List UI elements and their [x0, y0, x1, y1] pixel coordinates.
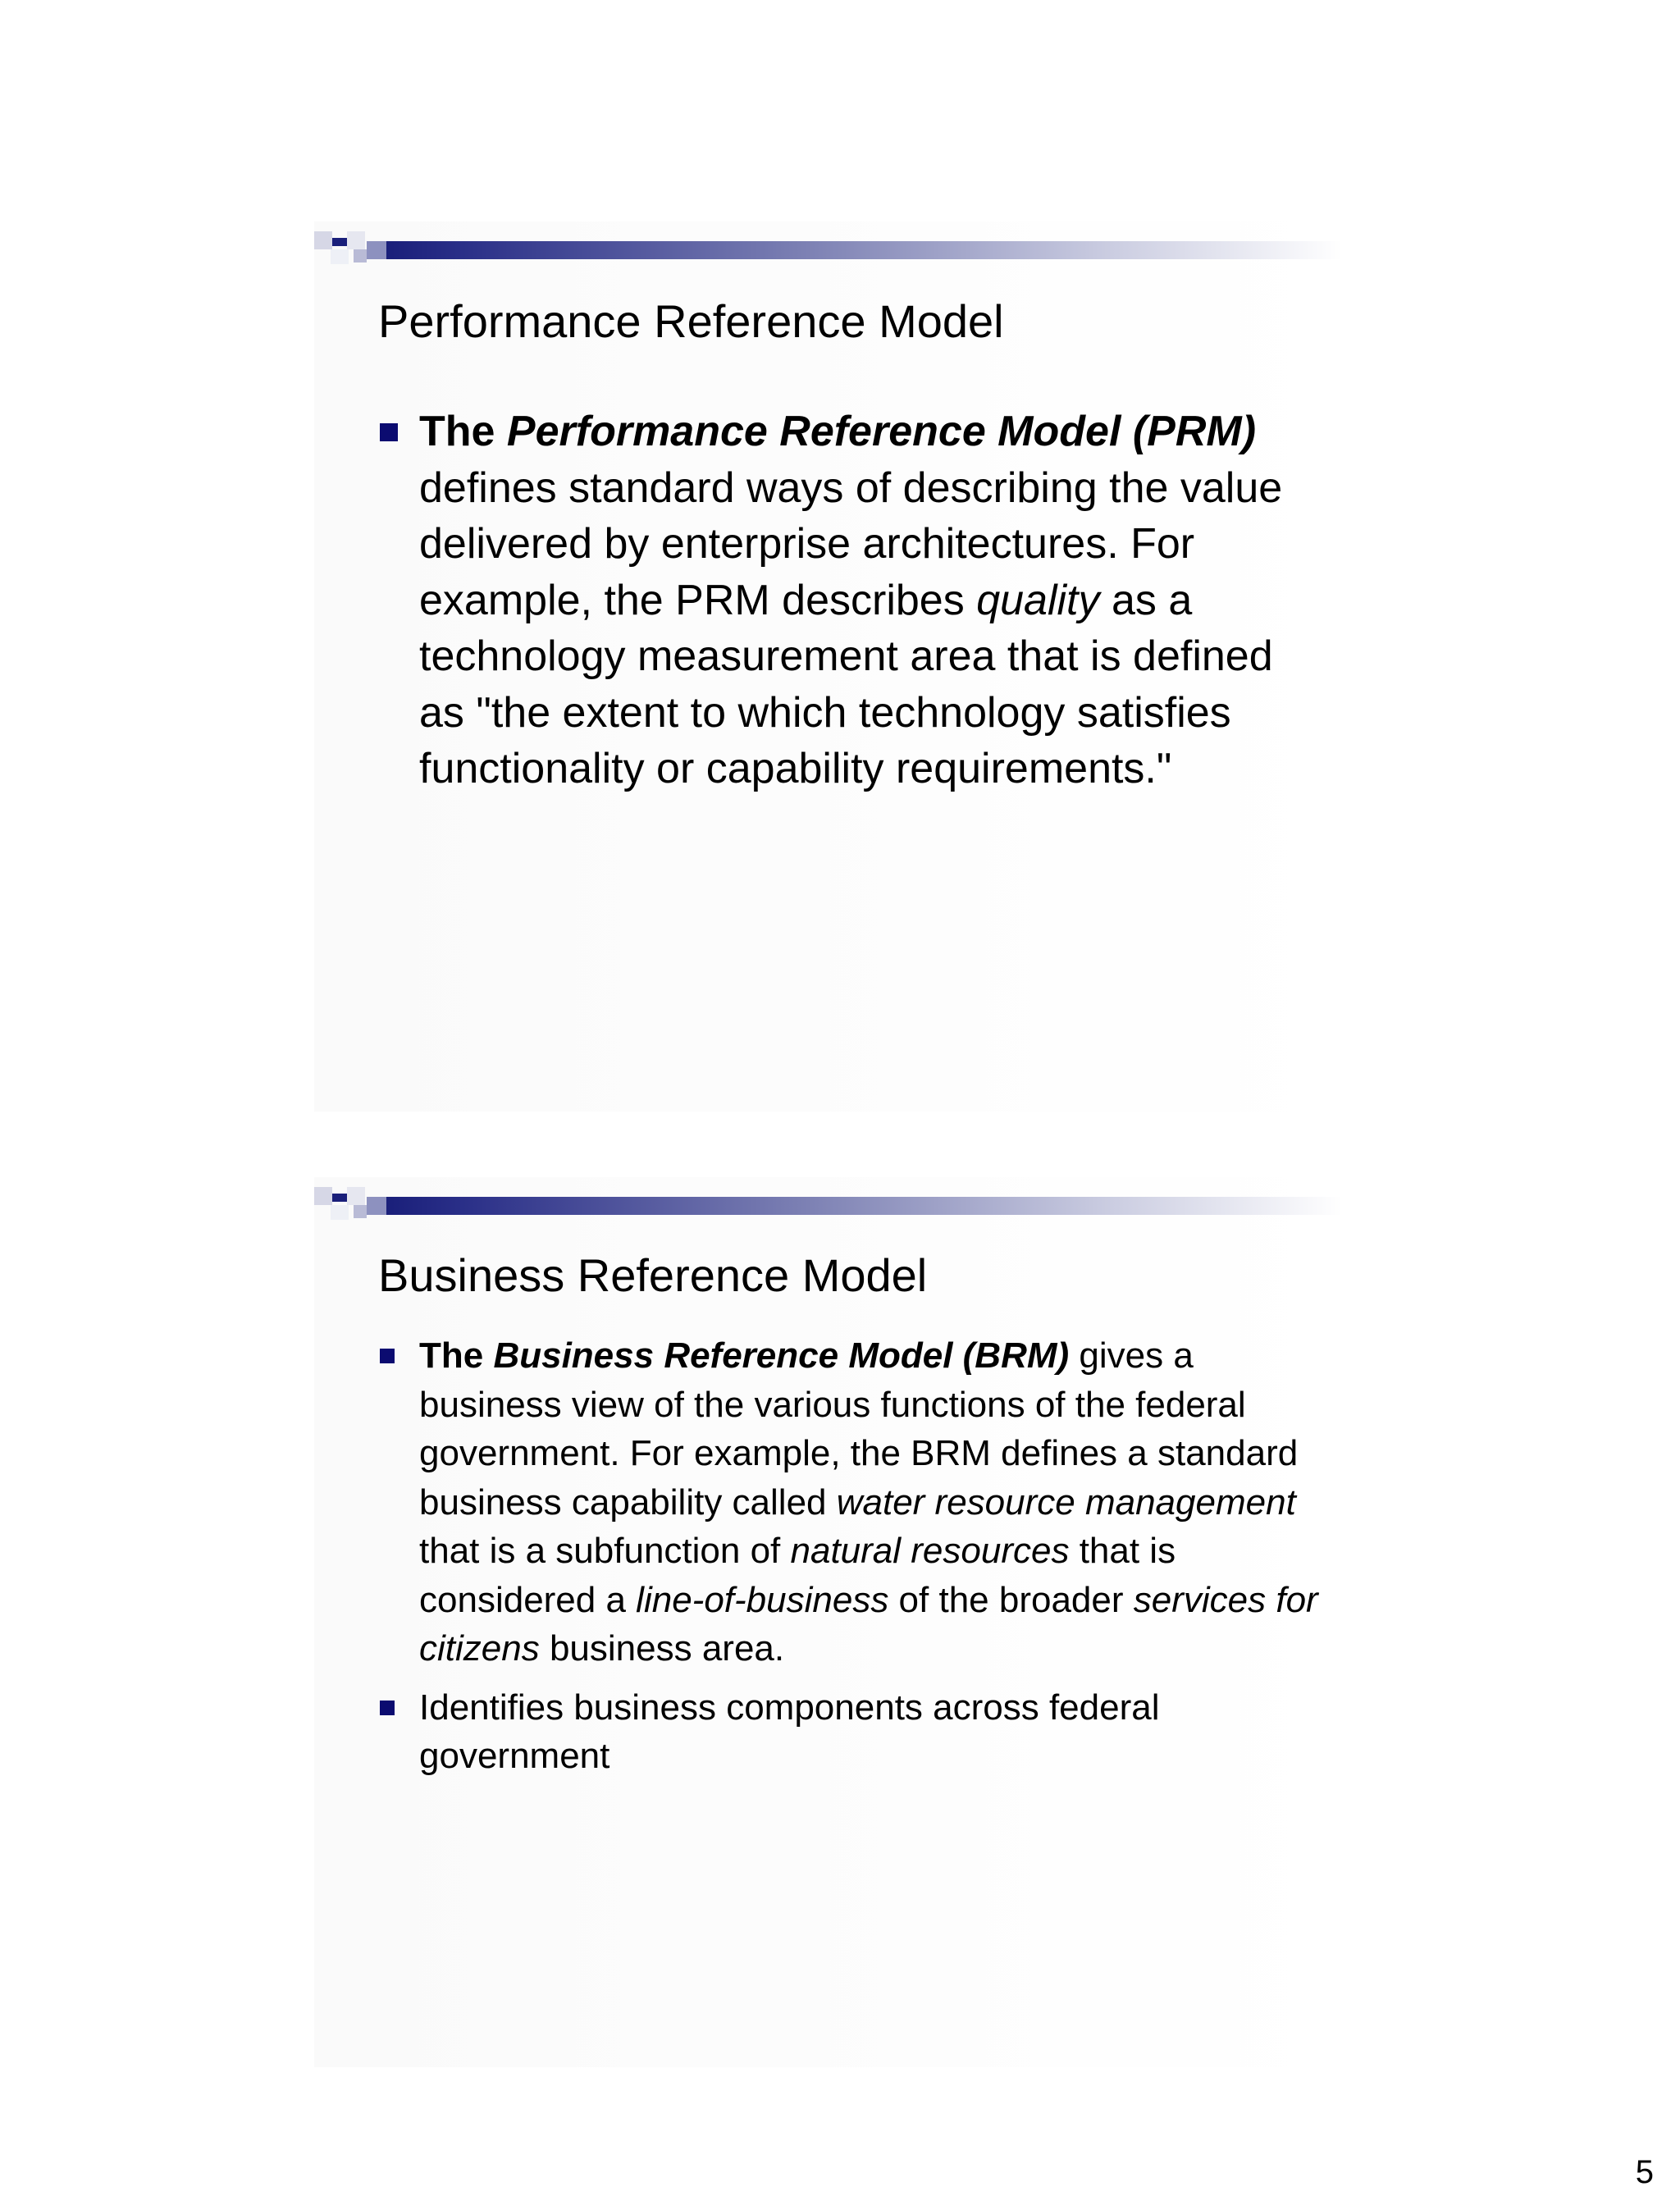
bullet-text: [419, 1335, 1318, 1669]
square-bullet-icon: [380, 1701, 395, 1715]
bullet-list: [378, 1331, 1322, 1791]
page-number: 5: [1635, 2154, 1654, 2190]
text-run: that is considered a: [419, 1531, 1176, 1620]
bullet-item: [378, 1331, 1322, 1673]
slide-business-reference-model: [314, 1177, 1342, 2067]
bullet-item: [378, 404, 1297, 797]
text-run: Identifies business components across federal government: [419, 1687, 1160, 1776]
decorative-squares-icon: [314, 231, 396, 268]
header-gradient-line: [386, 1197, 1342, 1215]
text-run: quality: [976, 576, 1100, 624]
header-bar: [314, 231, 1342, 268]
text-run: water resource management: [836, 1481, 1296, 1522]
decorative-squares-icon: [314, 1187, 396, 1224]
text-run: The: [419, 408, 507, 455]
square-bullet-icon: [380, 423, 398, 441]
bullet-list: [378, 404, 1297, 797]
text-run: line-of-business: [636, 1579, 889, 1620]
bullet-text: [419, 408, 1282, 792]
text-run: The: [419, 1335, 494, 1376]
text-run: Performance Reference Model (PRM): [506, 408, 1257, 455]
text-run: defines standard ways of describing the value delivered by enterprise architectures. For example, the PRM describes: [419, 463, 1283, 624]
square-bullet-icon: [380, 1349, 395, 1363]
text-run: services for citizens: [419, 1579, 1318, 1669]
bullet-text: [419, 1687, 1160, 1777]
text-run: of the broader: [888, 1579, 1134, 1620]
text-run: Business Reference Model (BRM): [493, 1335, 1070, 1376]
text-run: that is a subfunction of: [419, 1531, 791, 1571]
text-run: natural resources: [790, 1531, 1070, 1571]
header-gradient-line: [386, 241, 1342, 259]
text-run: gives a business view of the various functions of the federal government. For example, the BRM defines a standard business capability called: [419, 1335, 1299, 1522]
slide-performance-reference-model: [314, 221, 1342, 1112]
header-bar: [314, 1187, 1342, 1224]
slide-title: Business Reference Model: [378, 1249, 928, 1301]
text-run: as a technology measurement area that is defined as "the extent to which technology satisfies functionality or capability requirements.": [419, 576, 1273, 792]
text-run: business area.: [539, 1628, 785, 1669]
bullet-item: [378, 1683, 1322, 1781]
slide-title: Performance Reference Model: [378, 295, 1004, 347]
